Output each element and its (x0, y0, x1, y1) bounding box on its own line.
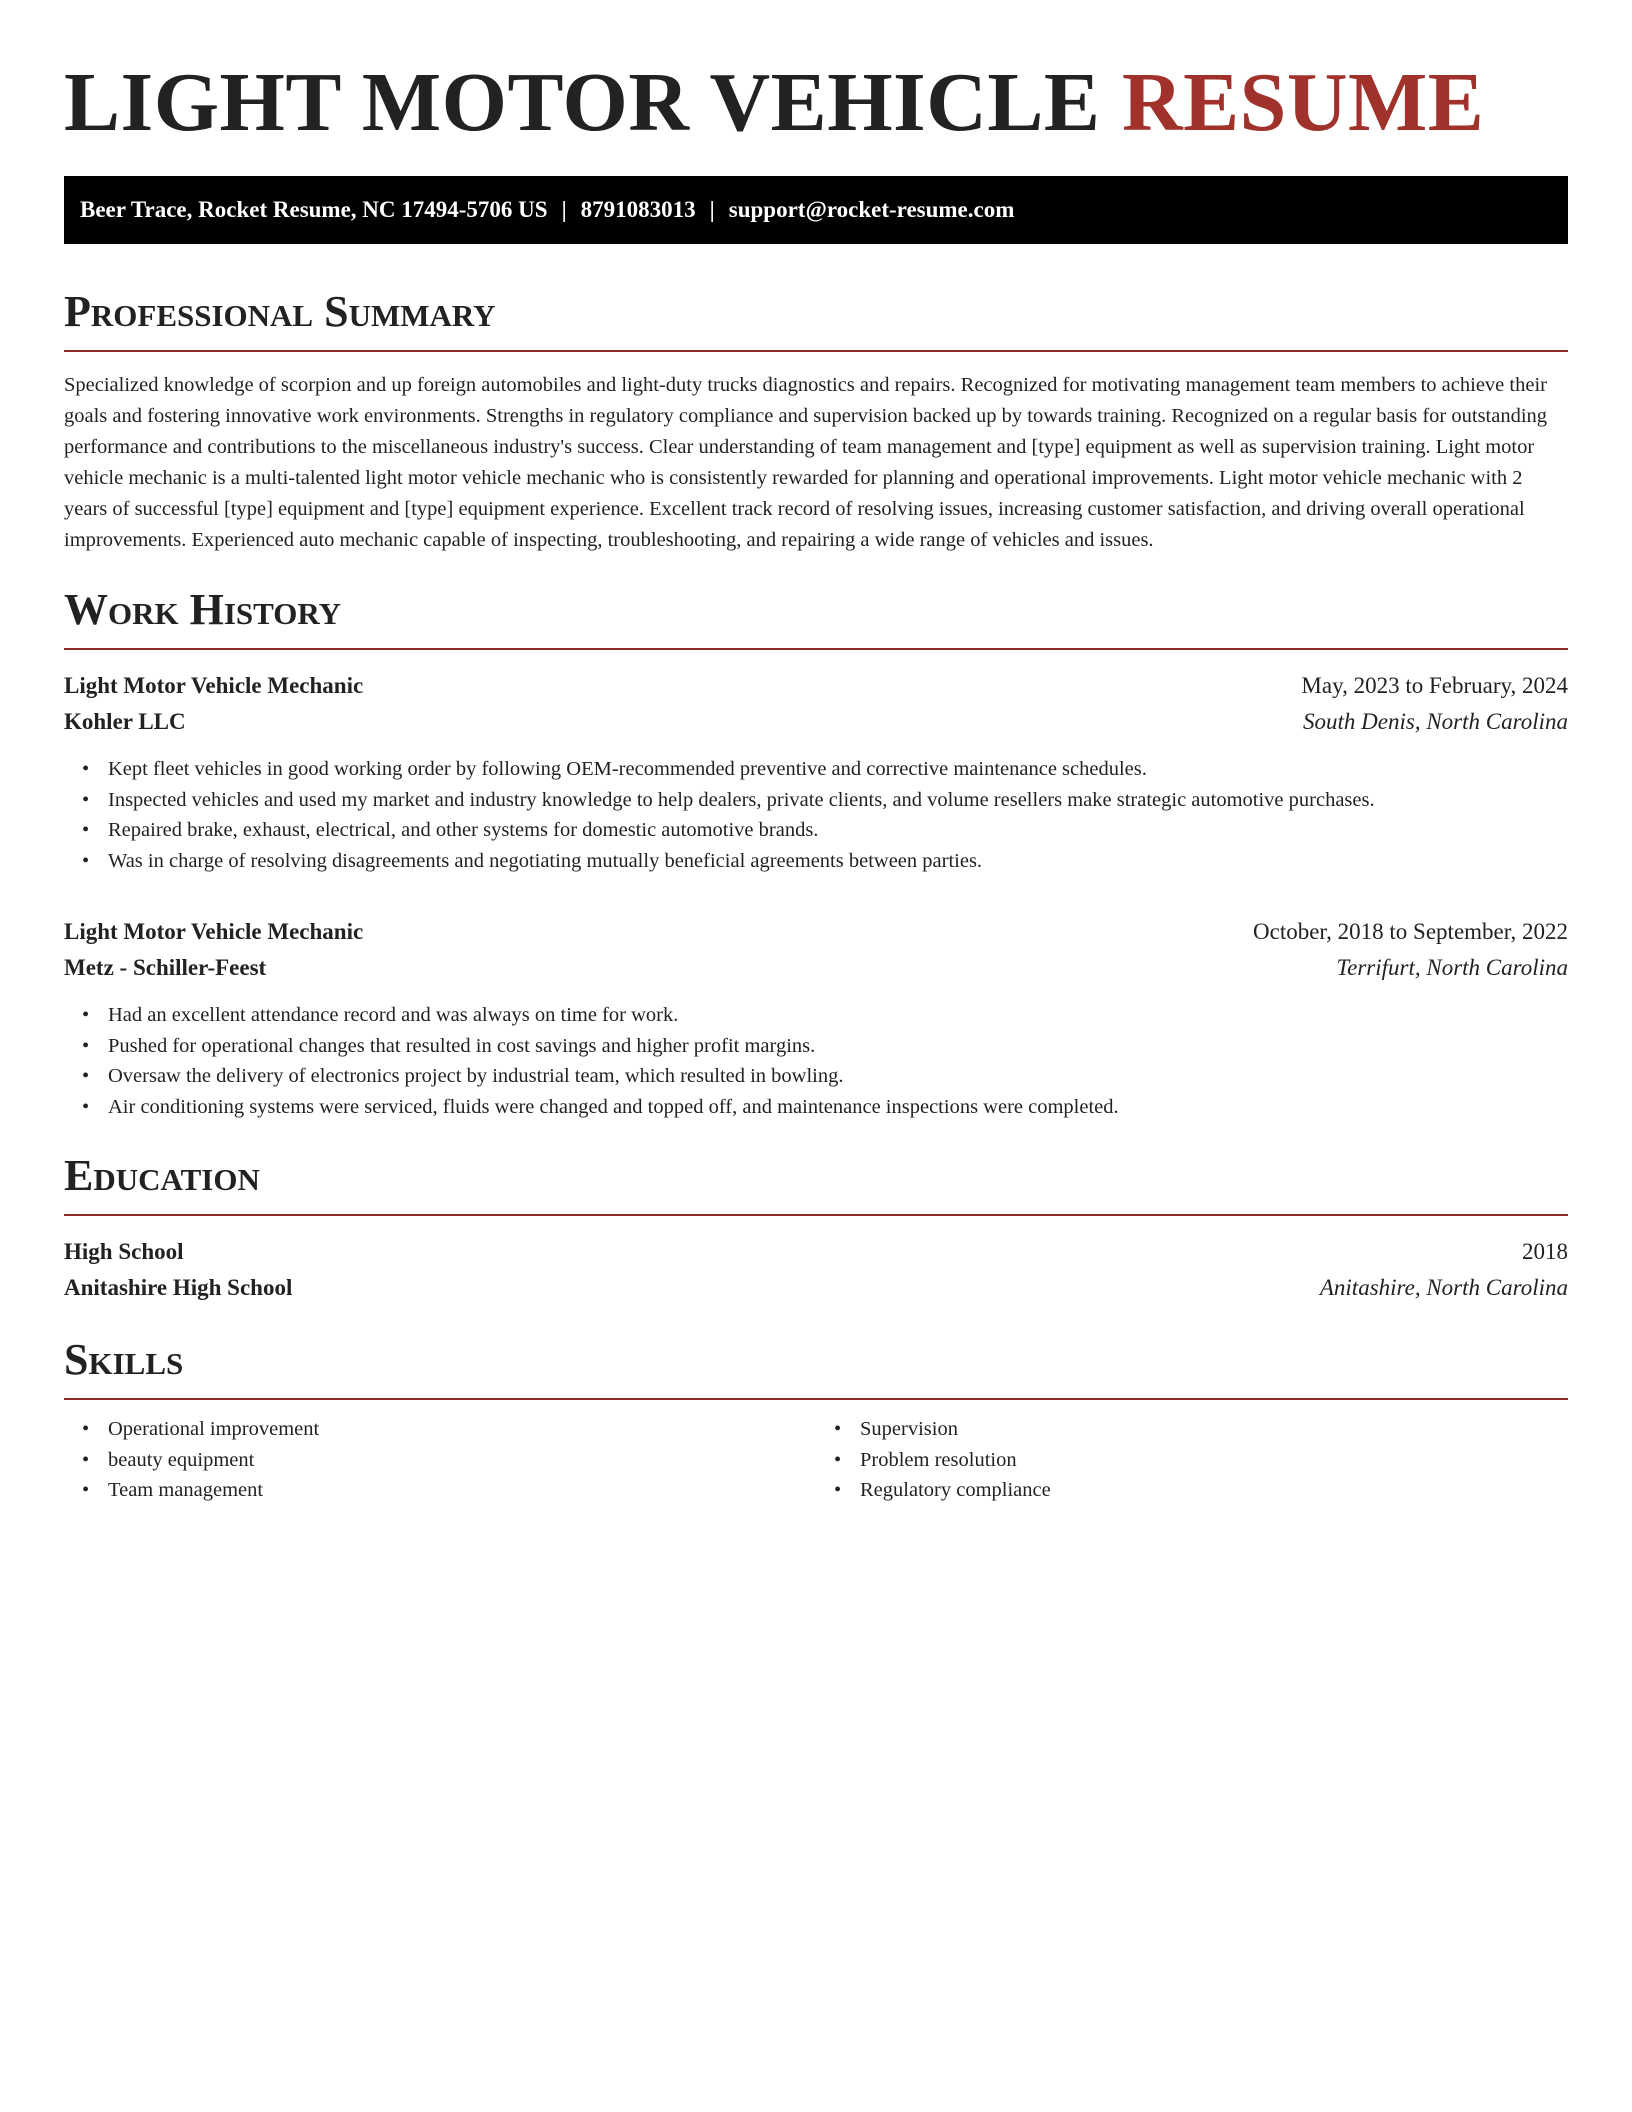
section-divider (64, 648, 1568, 650)
job-header-row (64, 914, 1568, 950)
job-company-row (64, 704, 1568, 740)
job-company: Kohler LLC (64, 709, 186, 734)
summary-section (64, 286, 1568, 556)
job-location: South Denis, North Carolina (1303, 709, 1568, 734)
job-company: Metz - Schiller-Feest (64, 955, 267, 980)
work-history-section (64, 584, 1568, 1122)
contact-separator: | (561, 197, 567, 222)
skill-item: • Team management (108, 1475, 816, 1506)
job-bullet: • Had an excellent attendance record and was always on time for work. (108, 1000, 1568, 1031)
job-bullets (64, 754, 1568, 876)
skill-item: • Regulatory compliance (860, 1475, 1568, 1506)
resume-title (64, 56, 1568, 150)
contact-phone: 8791083013 (580, 197, 696, 222)
job-bullet: • Was in charge of resolving disagreements and negotiating mutually beneficial agreements between parties. (108, 846, 1568, 877)
job-bullet: • Inspected vehicles and used my market and industry knowledge to help dealers, private clients, and volume resellers make strategic automotive purchases. (108, 785, 1568, 816)
job-title: Light Motor Vehicle Mechanic (64, 673, 364, 698)
education-heading: Education (64, 1151, 260, 1200)
summary-heading: Professional Summary (64, 287, 496, 336)
skill-item: • Problem resolution (860, 1445, 1568, 1476)
job-bullet: • Repaired brake, exhaust, electrical, and other systems for domestic automotive brands. (108, 815, 1568, 846)
job-location: Terrifurt, North Carolina (1336, 955, 1568, 980)
skills-heading: Skills (64, 1335, 184, 1384)
skill-item: • beauty equipment (108, 1445, 816, 1476)
summary-text: Specialized knowledge of scorpion and up foreign automobiles and light-duty trucks diagnostics and repairs. Recognized for motivating management team members to achieve their goals and fostering innovative work environments. Strengths in regulatory compliance and supervision backed up by towards training. Recognized on a regular basis for outstanding performance and contributions to the miscellaneous industry's success. Clear understanding of team management and [type] equipment as well as supervision training. Light motor vehicle mechanic is a multi-talented light motor vehicle mechanic who is consistently rewarded for planning and operational improvements. Light motor vehicle mechanic with 2 years of successful [type] equipment and [type] equipment experience. Excellent track record of resolving issues, increasing customer satisfaction, and driving overall operational improvements. Experienced auto mechanic capable of inspecting, troubleshooting, and repairing a wide range of vehicles and issues. (64, 374, 1548, 551)
contact-email: support@rocket-resume.com (728, 197, 1015, 222)
skill-item: • Supervision (860, 1414, 1568, 1445)
section-divider (64, 350, 1568, 352)
skill-item: • Operational improvement (108, 1414, 816, 1445)
job-company-row (64, 950, 1568, 986)
job-bullet: • Kept fleet vehicles in good working order by following OEM-recommended preventive and corrective maintenance schedules. (108, 754, 1568, 785)
contact-bar (64, 176, 1568, 244)
resume-title-main: LIGHT MOTOR VEHICLE (64, 56, 1101, 149)
job-entry (64, 668, 1568, 876)
education-degree: High School (64, 1239, 184, 1264)
education-entry (64, 1234, 1568, 1306)
education-school: Anitashire High School (64, 1275, 293, 1300)
job-bullet: • Oversaw the delivery of electronics project by industrial team, which resulted in bowling. (108, 1061, 1568, 1092)
section-divider (64, 1214, 1568, 1216)
section-divider (64, 1398, 1568, 1400)
skills-section (64, 1334, 1568, 1506)
job-bullet: • Pushed for operational changes that resulted in cost savings and higher profit margins. (108, 1031, 1568, 1062)
education-location: Anitashire, North Carolina (1319, 1275, 1568, 1300)
education-school-row (64, 1270, 1568, 1306)
work-history-heading: Work History (64, 585, 342, 634)
education-section (64, 1150, 1568, 1306)
skills-list-left (64, 1414, 816, 1506)
job-title: Light Motor Vehicle Mechanic (64, 919, 364, 944)
contact-address: Beer Trace, Rocket Resume, NC 17494-5706 US (80, 197, 548, 222)
skills-list-right (816, 1414, 1568, 1506)
job-dates: May, 2023 to February, 2024 (1301, 673, 1568, 698)
job-dates: October, 2018 to September, 2022 (1253, 919, 1568, 944)
job-header-row (64, 668, 1568, 704)
job-bullets (64, 1000, 1568, 1122)
education-year: 2018 (1522, 1239, 1568, 1264)
contact-separator: | (709, 197, 715, 222)
resume-title-accent: RESUME (1121, 56, 1485, 149)
education-header-row (64, 1234, 1568, 1270)
job-bullet: • Air conditioning systems were serviced, fluids were changed and topped off, and maintenance inspections were completed. (108, 1092, 1568, 1123)
job-entry (64, 914, 1568, 1122)
skills-columns (64, 1414, 1568, 1506)
